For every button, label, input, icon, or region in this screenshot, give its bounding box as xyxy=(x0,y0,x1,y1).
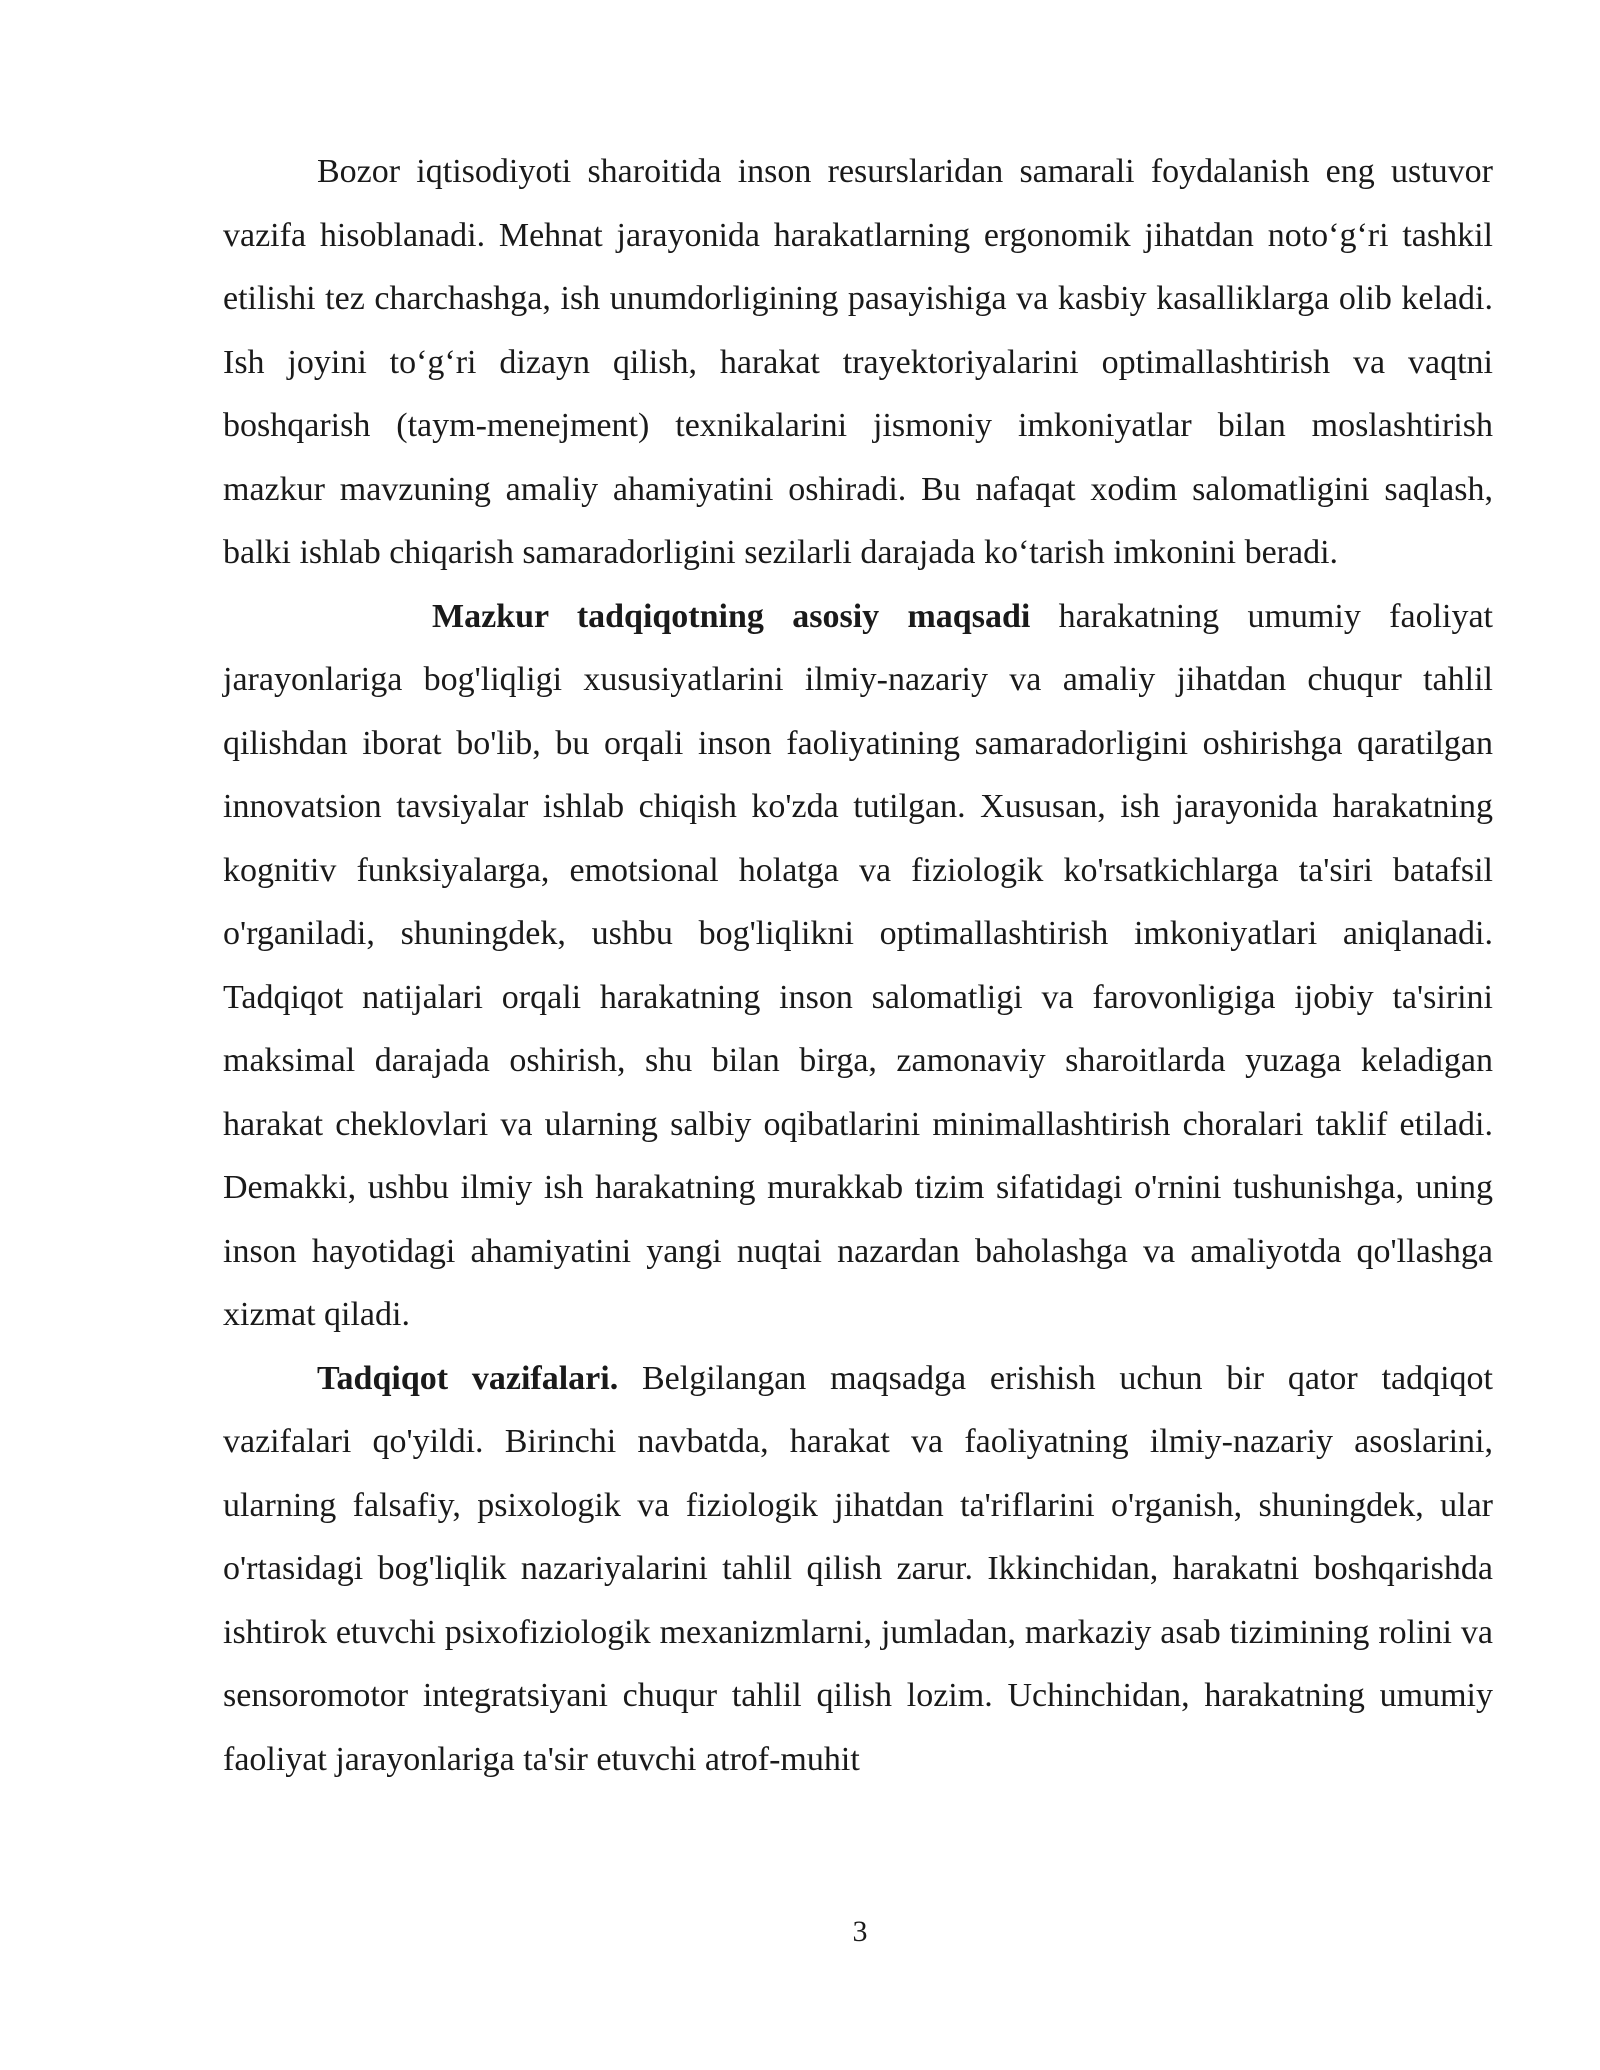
paragraph-intro-text: Bozor iqtisodiyoti sharoitida inson resurslaridan samarali foydalanish eng ustuvor vazifa hisoblanadi. Mehnat jarayonida harakatlarning ergonomik jihatdan noto‘g‘ri tashkil etilishi tez charchashga, ish unumdorligining pasayishiga va kasbiy kasalliklarga olib keladi. Ish joyini to‘g‘ri dizayn qilish, harakat trayektoriyalarini optimallashtirish va vaqtni boshqarish (taym-menejment) texnikalarini jismoniy imkoniyatlar bilan moslashtirish mazkur mavzuning amaliy ahamiyatini oshiradi. Bu nafaqat xodim salomatligini saqlash, balki ishlab chiqarish samaradorligini sezilarli darajada ko‘tarish imkonini beradi. xyxy=(223,153,1493,571)
paragraph-intro xyxy=(223,140,1493,585)
paragraph-research-tasks xyxy=(223,1347,1493,1792)
paragraph-research-goal xyxy=(223,585,1493,1347)
page-number: 3 xyxy=(852,1915,868,1948)
research-goal-heading: Mazkur tadqiqotning asosiy maqsadi xyxy=(432,597,1031,635)
document-body xyxy=(223,140,1493,1791)
research-goal-text: harakatning umumiy faoliyat jarayonlariga bog'liqligi xususiyatlarini ilmiy-nazariy va amaliy jihatdan chuqur tahlil qilishdan iborat bo'lib, bu orqali inson faoliyatining samaradorligini oshirishga qaratilgan innovatsion tavsiyalar ishlab chiqish ko'zda tutilgan. Xususan, ish jarayonida harakatning kognitiv funksiyalarga, emotsional holatga va fiziologik ko'rsatkichlarga ta'siri batafsil o'rganiladi, shuningdek, ushbu bog'liqlikni optimallashtirish imkoniyatlari aniqlanadi. Tadqiqot natijalari orqali harakatning inson salomatligi va farovonligiga ijobiy ta'sirini maksimal darajada oshirish, shu bilan birga, zamonaviy sharoitlarda yuzaga keladigan harakat cheklovlari va ularning salbiy oqibatlarini minimallashtirish choralari taklif etiladi. Demakki, ushbu ilmiy ish harakatning murakkab tizim sifatidagi o'rnini tushunishga, uning inson hayotidagi ahamiyatini yangi nuqtai nazardan baholashga va amaliyotda qo'llashga xizmat qiladi. xyxy=(223,597,1493,1333)
research-tasks-text: Belgilangan maqsadga erishish uchun bir qator tadqiqot vazifalari qo'yildi. Birinchi navbatda, harakat va faoliyatning ilmiy-nazariy asoslarini, ularning falsafiy, psixologik va fiziologik jihatdan ta'riflarini o'rganish, shuningdek, ular o'rtasidagi bog'liqlik nazariyalarini tahlil qilish zarur. Ikkinchidan, harakatni boshqarishda ishtirok etuvchi psixofiziologik mexanizmlarni, jumladan, markaziy asab tizimining rolini va sensoromotor integratsiyani chuqur tahlil qilish lozim. Uchinchidan, harakatning umumiy faoliyat jarayonlariga ta'sir etuvchi atrof-muhit xyxy=(223,1359,1493,1778)
research-tasks-heading: Tadqiqot vazifalari. xyxy=(317,1359,619,1397)
